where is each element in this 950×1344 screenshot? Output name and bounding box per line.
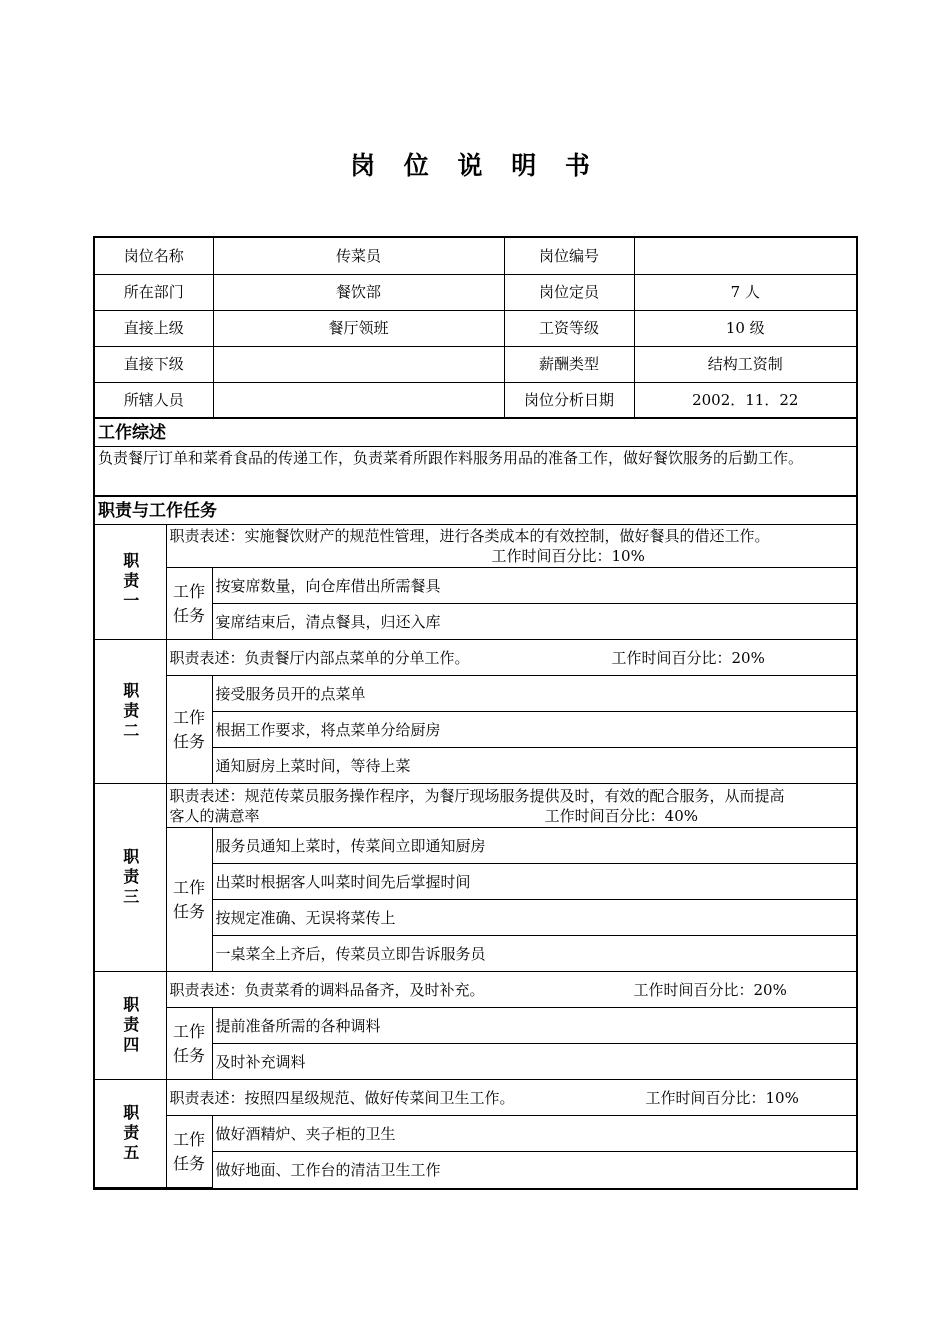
task-item: 及时补充调料 (212, 1044, 856, 1080)
field-label: 所在部门 (95, 274, 213, 310)
duty-description-text: 职责表述：负责餐厅内部点菜单的分单工作。 (169, 648, 470, 667)
field-value (213, 346, 504, 382)
task-row (95, 1116, 856, 1152)
field-label: 直接上级 (95, 310, 213, 346)
field-label: 岗位编号 (504, 238, 634, 274)
duty-description (166, 525, 856, 568)
task-row (95, 568, 856, 604)
task-item: 出菜时根据客人叫菜时间先后掌握时间 (212, 864, 856, 900)
duty-description-text: 职责表述：负责菜肴的调料品备齐，及时补充。 (169, 980, 485, 999)
task-item: 提前准备所需的各种调料 (212, 1008, 856, 1044)
duty-name: 职责三 (95, 784, 166, 972)
task-item: 按规定准确、无误将菜传上 (212, 900, 856, 936)
field-label: 工资等级 (504, 310, 634, 346)
duties-table (95, 525, 856, 1188)
task-row (95, 828, 856, 864)
task-label: 工作任务 (166, 1008, 212, 1080)
duty-desc-row (95, 1080, 856, 1116)
duty-description-text: 职责表述：按照四星级规范、做好传菜间卫生工作。 (169, 1088, 515, 1107)
field-value: 餐厅领班 (213, 310, 504, 346)
task-item: 通知厨房上菜时间，等待上菜 (212, 748, 856, 784)
duty-desc-row (95, 784, 856, 828)
field-label: 直接下级 (95, 346, 213, 382)
field-value: 7 人 (634, 274, 856, 310)
duty-name: 职责五 (95, 1080, 166, 1188)
info-row (95, 382, 856, 418)
task-row (95, 676, 856, 712)
duty-name: 职责一 (95, 525, 166, 640)
duty-description (166, 784, 856, 828)
field-label: 岗位名称 (95, 238, 213, 274)
task-item: 按宴席数量，向仓库借出所需餐具 (212, 568, 856, 604)
task-row (95, 1008, 856, 1044)
duties-heading: 职责与工作任务 (95, 497, 856, 525)
page-title: 岗 位 说 明 书 (350, 151, 600, 180)
duty-desc-row (95, 972, 856, 1008)
task-item: 宴席结束后，清点餐具，归还入库 (212, 604, 856, 640)
info-row (95, 238, 856, 274)
field-value (213, 382, 504, 418)
info-row (95, 346, 856, 382)
field-label: 岗位定员 (504, 274, 634, 310)
field-value: 10 级 (634, 310, 856, 346)
field-value (634, 238, 856, 274)
task-item: 接受服务员开的点菜单 (212, 676, 856, 712)
time-percentage: 工作时间百分比：20% (633, 980, 787, 999)
field-label: 岗位分析日期 (504, 382, 634, 418)
field-value: 结构工资制 (634, 346, 856, 382)
info-row (95, 310, 856, 346)
task-label: 工作任务 (166, 568, 212, 640)
duty-name: 职责四 (95, 972, 166, 1080)
duty-description (166, 972, 856, 1008)
duty-description (166, 1080, 856, 1116)
task-label: 工作任务 (166, 828, 212, 972)
basic-info-table (95, 238, 856, 419)
task-label: 工作任务 (166, 676, 212, 784)
duty-description-text: 职责表述：实施餐饮财产的规范性管理，进行各类成本的有效控制，做好餐具的借还工作。 (169, 527, 770, 545)
time-percentage: 工作时间百分比：40% (544, 806, 698, 825)
info-row (95, 274, 856, 310)
field-value: 传菜员 (213, 238, 504, 274)
field-label: 薪酬类型 (504, 346, 634, 382)
duty-desc-row (95, 640, 856, 676)
task-item: 做好酒精炉、夹子柜的卫生 (212, 1116, 856, 1152)
job-description-form (93, 236, 858, 1190)
task-item: 服务员通知上菜时，传菜间立即通知厨房 (212, 828, 856, 864)
duty-desc-row (95, 525, 856, 568)
task-item: 根据工作要求，将点菜单分给厨房 (212, 712, 856, 748)
duty-description-text-cont: 客人的满意率 (169, 806, 260, 825)
time-percentage: 工作时间百分比：10% (645, 1088, 799, 1107)
task-item: 一桌菜全上齐后，传菜员立即告诉服务员 (212, 936, 856, 972)
duty-name: 职责二 (95, 640, 166, 784)
time-percentage: 工作时间百分比：10% (491, 547, 645, 565)
field-value: 2002．11．22 (634, 382, 856, 418)
field-value: 餐饮部 (213, 274, 504, 310)
task-label: 工作任务 (166, 1116, 212, 1188)
summary-heading: 工作综述 (95, 419, 856, 447)
field-label: 所辖人员 (95, 382, 213, 418)
time-percentage: 工作时间百分比：20% (611, 648, 765, 667)
summary-text: 负责餐厅订单和菜肴食品的传递工作，负责菜肴所跟作料服务用品的准备工作，做好餐饮服务的后勤工作。 (95, 447, 856, 497)
duty-description-text: 职责表述：规范传菜员服务操作程序，为餐厅现场服务提供及时，有效的配合服务，从而提高 (169, 786, 785, 805)
duty-description (166, 640, 856, 676)
task-item: 做好地面、工作台的清洁卫生工作 (212, 1152, 856, 1188)
